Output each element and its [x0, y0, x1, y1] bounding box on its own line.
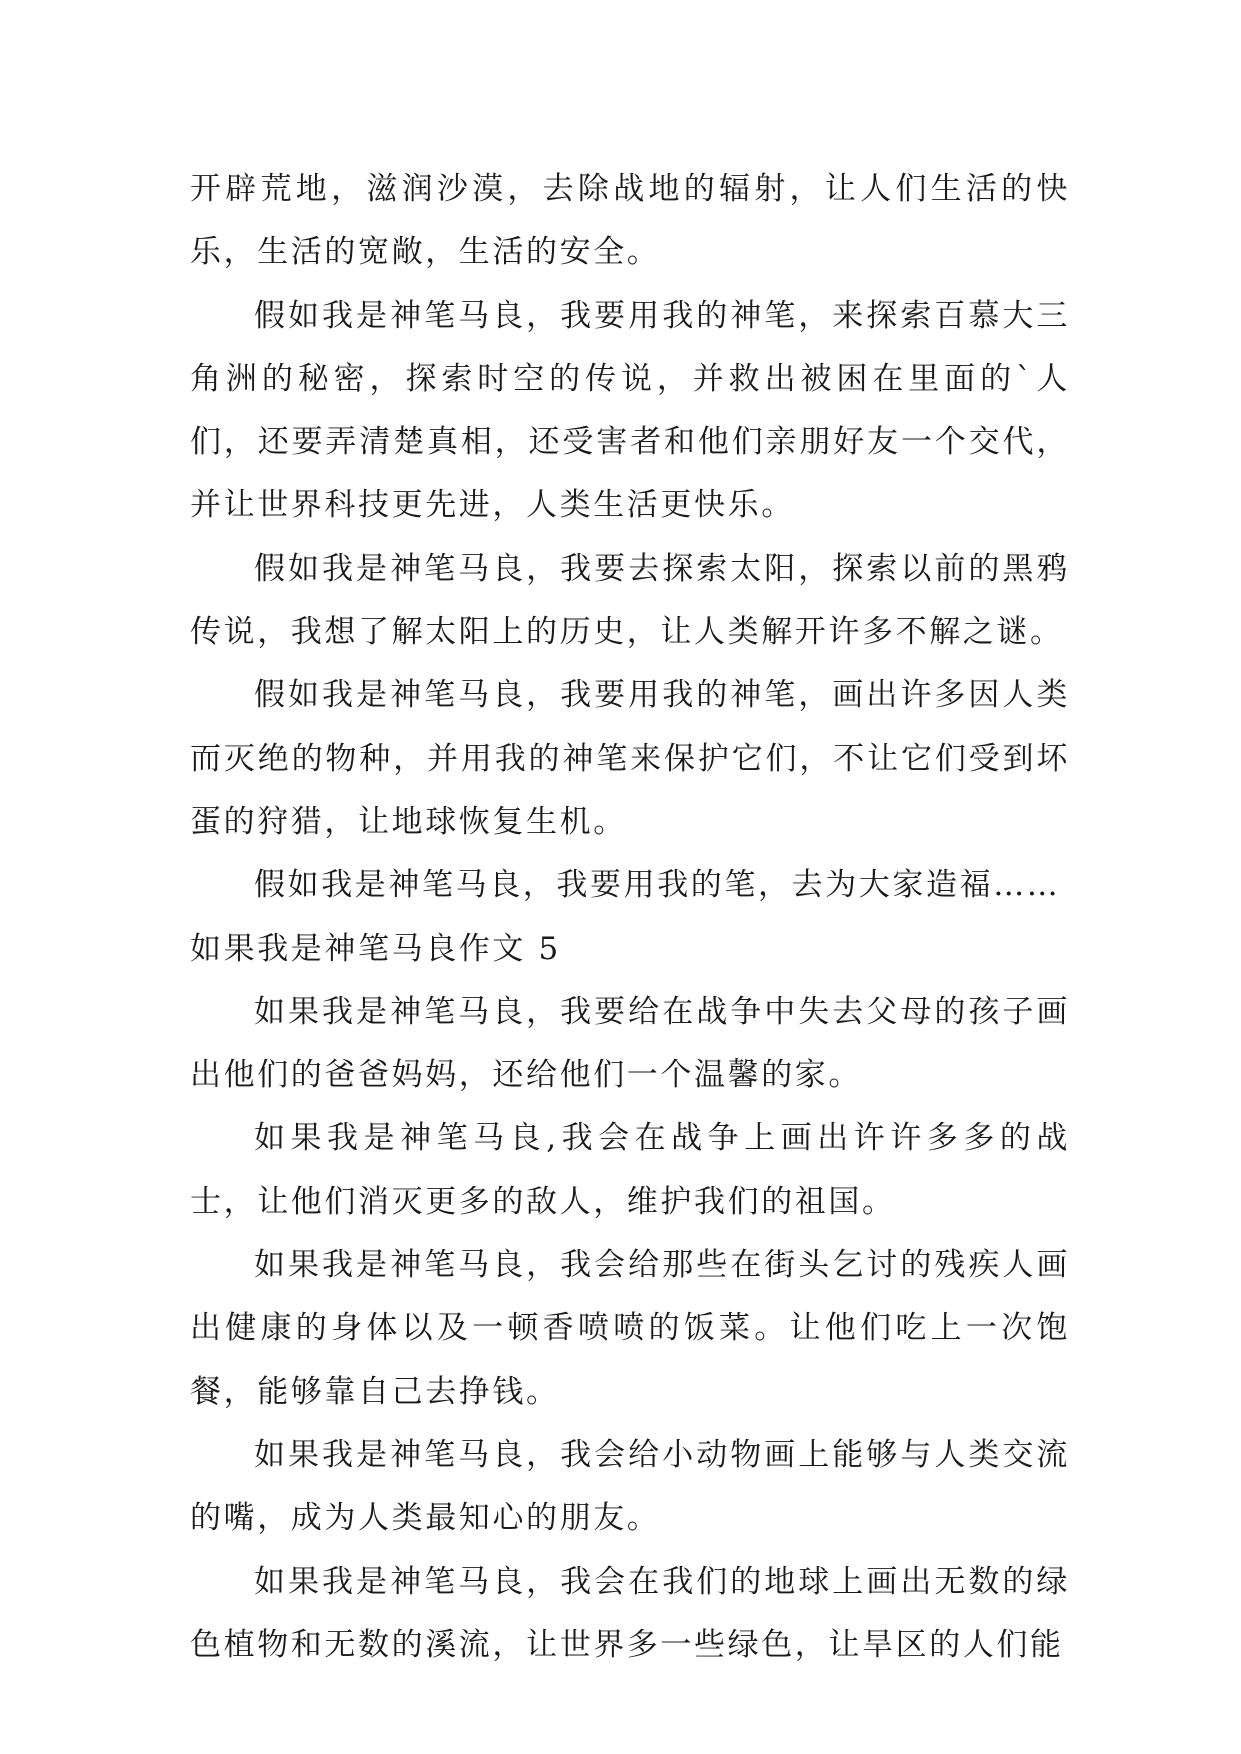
paragraph: 如果我是神笔马良，我会在我们的地球上画出无数的绿色植物和无数的溪流，让世界多一些绿色，让旱区的人们能 — [190, 1563, 1070, 1663]
paragraph: 如果我是神笔马良，我要给在战争中失去父母的孩子画出他们的爸爸妈妈，还给他们一个温馨的家。 — [190, 993, 1070, 1094]
paragraph: 假如我是神笔马良，我要用我的笔，去为大家造福…… — [254, 867, 1061, 904]
paragraph: 假如我是神笔马良，我要用我的神笔，来探索百慕大三角洲的秘密，探索时空的传说，并救出被困在里面的`人们，还要弄清楚真相，还受害者和他们亲朋好友一个交代，并让世界科技更先进，人类生活更快乐。 — [190, 297, 1070, 524]
paragraph: 开辟荒地，滋润沙漠，去除战地的辐射，让人们生活的快乐，生活的宽敞，生活的安全。 — [190, 171, 1070, 271]
paragraph: 如果我是神笔马良，我会给小动物画上能够与人类交流的嘴，成为人类最知心的朋友。 — [190, 1436, 1070, 1537]
document-body — [190, 158, 1070, 1677]
paragraph: 如果我是神笔马良，我会给那些在街头乞讨的残疾人画出健康的身体以及一顿香喷喷的饭菜。让他们吃上一次饱餐，能够靠自己去挣钱。 — [190, 1247, 1070, 1410]
paragraph: 如果我是神笔马良,我会在战争上画出许许多多的战士，让他们消灭更多的敌人，维护我们的祖国。 — [190, 1120, 1070, 1220]
paragraph: 假如我是神笔马良，我要用我的神笔，画出许多因人类而灭绝的物种，并用我的神笔来保护它们，不让它们受到坏蛋的狩猎，让地球恢复生机。 — [190, 677, 1070, 840]
section-title: 如果我是神笔马良作文 5 — [190, 930, 561, 967]
paragraph: 假如我是神笔马良，我要去探索太阳，探索以前的黑鸦传说，我想了解太阳上的历史，让人类解开许多不解之谜。 — [190, 550, 1070, 651]
